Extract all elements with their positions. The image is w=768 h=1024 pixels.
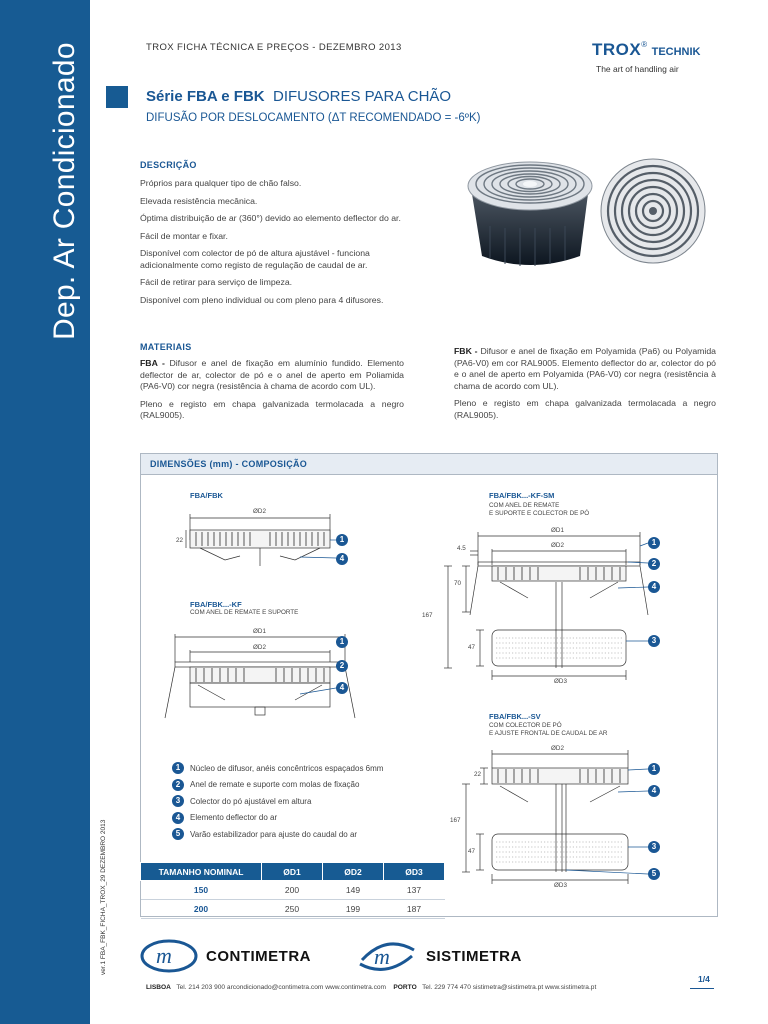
page-subtitle: DIFUSÃO POR DESLOCAMENTO (ΔT RECOMENDADO = -6ºK) (146, 112, 481, 124)
table-cell: 150 (141, 881, 262, 900)
legend-number: 2 (172, 779, 184, 791)
table-cell: 200 (141, 900, 262, 919)
col-header: TAMANHO NOMINAL (141, 863, 262, 881)
table-cell: 200 (262, 881, 323, 900)
list-item: Elevada resistência mecânica. (140, 195, 258, 206)
diagram-sv-sub2: E AJUSTE FRONTAL DE CAUDAL DE AR (489, 730, 608, 737)
porto-contacts: Tel. 229 774 470 sistimetra@sistimetra.pt www.sistimetra.pt (422, 984, 597, 991)
callout-1: 1 (648, 537, 660, 549)
sistimetra-mark-icon (356, 938, 418, 974)
callout-4: 4 (336, 553, 348, 565)
list-item: Próprios para qualquer tipo de chão falso. (140, 178, 302, 188)
list-item: Óptima distribuição de ar (360°) devido ao elemento deflector do ar. (140, 213, 401, 223)
materiais-heading: MATERIAIS (140, 342, 192, 352)
dim-d2: ØD2 (253, 644, 266, 651)
legend-item (172, 810, 383, 827)
callout-4: 4 (336, 682, 348, 694)
list-item: Disponível com colector de pó de altura ajustável - funciona adicionalmente como registo de regulação de caudal de ar. (140, 248, 370, 270)
legend-number: 1 (172, 762, 184, 774)
diagram-kf-label: FBA/FBK...-KF (190, 600, 242, 609)
contact-footer (146, 984, 596, 991)
legend-item (172, 760, 383, 777)
legend-text: Núcleo de difusor, anéis concêntricos espaçados 6mm (190, 763, 384, 773)
dim-47: 47 (468, 848, 476, 855)
diagram-kf-sub: COM ANEL DE REMATE E SUPORTE (190, 609, 299, 616)
list-item: Fácil de retirar para serviço de limpeza. (140, 277, 293, 287)
diagram-kf-sm-sub1: COM ANEL DE REMATE (489, 502, 560, 509)
fba-pleno: Pleno e registo em chapa galvanizada termolacada a negro (RAL9005). (140, 398, 404, 420)
city-lisboa: LISBOA (146, 984, 171, 991)
list-item: Fácil de montar e fixar. (140, 230, 228, 241)
callout-3: 3 (648, 635, 660, 647)
callout-2: 2 (336, 660, 348, 672)
legend-text: Varão estabilizador para ajuste do caudal do ar (190, 829, 358, 839)
svg-text:m: m (374, 944, 390, 969)
sistimetra-logo (356, 938, 522, 974)
logo-trox-text: TROX (592, 40, 642, 59)
contimetra-name: CONTIMETRA (206, 947, 311, 965)
logo-technik-text: TECHNIK (651, 46, 701, 58)
footer-rule (690, 988, 714, 989)
dim-22: 22 (176, 537, 184, 544)
legend-item (172, 793, 383, 810)
lisboa-contacts: Tel. 214 203 900 arcondicionado@contimetra.com www.contimetra.com (176, 984, 387, 991)
callout-4: 4 (648, 581, 660, 593)
callout-1: 1 (336, 636, 348, 648)
descricao-heading: DESCRIÇÃO (140, 160, 197, 170)
fbk-label: FBK - (454, 346, 478, 356)
table-cell: 149 (323, 881, 384, 900)
table-row (141, 881, 445, 900)
contimetra-mark-icon (140, 938, 198, 974)
callout-1: 1 (648, 763, 660, 775)
page-number: 1/4 (698, 974, 710, 984)
dim-d3: ØD3 (554, 882, 567, 889)
fbk-pleno: Pleno e registo em chapa galvanizada termolacada a negro (RAL9005). (454, 398, 716, 420)
series-name: Série FBA e FBK (146, 88, 265, 105)
fba-label: FBA - (140, 358, 165, 368)
department-title: Dep. Ar Condicionado (48, 42, 81, 340)
table-cell: 199 (323, 900, 384, 919)
diagram-kf-sm-label: FBA/FBK...-KF-SM (489, 491, 555, 500)
table-cell: 187 (384, 900, 445, 919)
col-header: ØD3 (384, 863, 445, 881)
dim-45: 4.5 (457, 545, 466, 552)
contimetra-logo (140, 938, 311, 974)
sizes-table (140, 862, 445, 919)
diagram-sv-sub1: COM COLECTOR DE PÓ (489, 722, 562, 729)
legend-item (172, 777, 383, 794)
version-label: ver.1 FBA_FBK_FICHA_TROX_29 DEZEMBRO 2013 (100, 819, 107, 975)
callout-5: 5 (648, 868, 660, 880)
component-legend (172, 760, 383, 843)
list-item: Disponível com pleno individual ou com pleno para 4 difusores. (140, 294, 384, 305)
dim-d2: ØD2 (551, 745, 564, 752)
dim-d2: ØD2 (551, 542, 564, 549)
dim-d1: ØD1 (551, 527, 564, 534)
dim-d3: ØD3 (554, 678, 567, 685)
fba-text: Difusor e anel de fixação em alumínio fundido. Elemento deflector de ar, colector de pó e o anel de aperto em Poliamida (PA6-V0) cor negra (resistência à chama de acordo com UL). (140, 358, 404, 391)
table-cell: 137 (384, 881, 445, 900)
dim-47: 47 (468, 644, 476, 651)
legend-number: 4 (172, 812, 184, 824)
legend-text: Elemento deflector do ar (190, 813, 278, 823)
document-header: TROX FICHA TÉCNICA E PREÇOS - DEZEMBRO 2013 (146, 42, 402, 53)
diagram-fba-fbk-label: FBA/FBK (190, 491, 223, 500)
dimensions-heading: DIMENSÕES (mm) - COMPOSIÇÃO (150, 459, 308, 469)
diagram-kf-sm-sub2: E SUPORTE E COLECTOR DE PÓ (489, 510, 590, 517)
legend-text: Anel de remate e suporte com molas de fixação (190, 780, 360, 790)
callout-3: 3 (648, 841, 660, 853)
legend-number: 5 (172, 828, 184, 840)
logo-tagline: The art of handling air (596, 64, 679, 74)
svg-text:m: m (156, 943, 172, 968)
city-porto: PORTO (393, 984, 417, 991)
col-header: ØD2 (323, 863, 384, 881)
dim-167: 167 (450, 817, 461, 824)
product-name: DIFUSORES PARA CHÃO (272, 88, 452, 105)
dim-70: 70 (454, 580, 462, 587)
callout-1: 1 (336, 534, 348, 546)
legend-text: Colector do pó ajustável em altura (190, 796, 312, 806)
legend-number: 3 (172, 795, 184, 807)
table-cell: 250 (262, 900, 323, 919)
col-header: ØD1 (262, 863, 323, 881)
dim-22: 22 (474, 771, 482, 778)
sistimetra-name: SISTIMETRA (426, 947, 522, 965)
callout-4: 4 (648, 785, 660, 797)
callout-2: 2 (648, 558, 660, 570)
fbk-text: Difusor e anel de fixação em Polyamida (Pa6) ou Polyamida (PA6-V0) em cor RAL9005. Elemento deflector do ar, colector do pó e o anel de aperto em Polyamida (PA6-V0) cor negra (resistência à chama de acordo com UL). (454, 346, 716, 391)
diagram-sv-label: FBA/FBK...-SV (489, 712, 541, 721)
dim-d1: ØD1 (253, 628, 266, 635)
dim-167: 167 (422, 612, 433, 619)
table-row (141, 900, 445, 919)
dim-d2: ØD2 (253, 508, 266, 515)
trox-logo: TROX® TECHNIK The art of handling air (592, 40, 701, 74)
legend-item (172, 826, 383, 843)
table-header-row (141, 863, 445, 881)
